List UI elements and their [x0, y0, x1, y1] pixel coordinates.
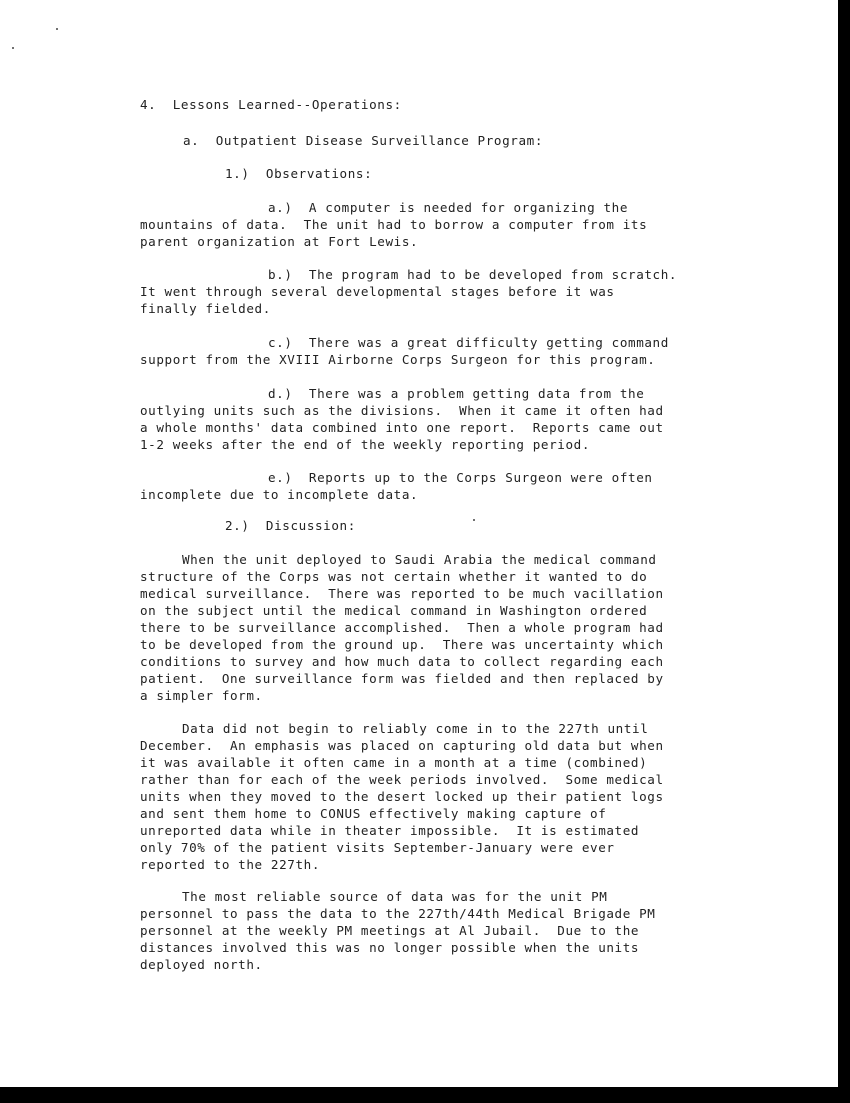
discussion-paragraph-line: Data did not begin to reliably come in to the 227th until: [182, 721, 649, 736]
observation-item-a-line: mountains of data. The unit had to borrow a computer from its: [140, 217, 648, 232]
scan-speck: [56, 28, 58, 30]
subsection-heading: a. Outpatient Disease Surveillance Program:: [183, 133, 544, 148]
discussion-paragraph-line: unreported data while in theater impossible. It is estimated: [140, 823, 640, 838]
discussion-paragraph-line: there to be surveillance accomplished. Then a whole program had: [140, 620, 664, 635]
observation-item-c-line: support from the XVIII Airborne Corps Surgeon for this program.: [140, 352, 656, 367]
discussion-paragraph-line: rather than for each of the week periods involved. Some medical: [140, 772, 664, 787]
scan-speck: [12, 47, 14, 49]
observation-item-b-line: finally fielded.: [140, 301, 271, 316]
observation-item-b: b.) The program had to be developed from scratch.: [268, 267, 678, 282]
discussion-paragraph-line: only 70% of the patient visits September-January were ever: [140, 840, 615, 855]
discussion-paragraph-line: deployed north.: [140, 957, 263, 972]
discussion-paragraph-line: it was available it often came in a month at a time (combined): [140, 755, 648, 770]
discussion-paragraph-line: on the subject until the medical command in Washington ordered: [140, 603, 648, 618]
discussion-paragraph-line: reported to the 227th.: [140, 857, 321, 872]
observation-item-a-line: parent organization at Fort Lewis.: [140, 234, 419, 249]
discussion-paragraph-line: personnel to pass the data to the 227th/44th Medical Brigade PM: [140, 906, 656, 921]
observation-item-d-line: outlying units such as the divisions. When it came it often had: [140, 403, 664, 418]
discussion-paragraph-line: December. An emphasis was placed on capturing old data but when: [140, 738, 664, 753]
discussion-paragraph-line: a simpler form.: [140, 688, 263, 703]
discussion-paragraph-line: medical surveillance. There was reported to be much vacillation: [140, 586, 664, 601]
discussion-paragraph-line: and sent them home to CONUS effectively making capture of: [140, 806, 607, 821]
discussion-paragraph-line: When the unit deployed to Saudi Arabia the medical command: [182, 552, 657, 567]
discussion-paragraph-line: to be developed from the ground up. There was uncertainty which: [140, 637, 664, 652]
observation-item-b-line: It went through several developmental stages before it was: [140, 284, 615, 299]
observation-item-a: a.) A computer is needed for organizing the: [268, 200, 629, 215]
discussion-paragraph-line: patient. One surveillance form was fielded and then replaced by: [140, 671, 664, 686]
discussion-paragraph-line: structure of the Corps was not certain whether it wanted to do: [140, 569, 648, 584]
scan-border-bottom: [0, 1087, 850, 1103]
discussion-paragraph-line: The most reliable source of data was for the unit PM: [182, 889, 608, 904]
discussion-paragraph-line: conditions to survey and how much data to collect regarding each: [140, 654, 664, 669]
observations-label: 1.) Observations:: [225, 166, 373, 181]
section-heading: 4. Lessons Learned--Operations:: [140, 97, 402, 112]
observation-item-e: e.) Reports up to the Corps Surgeon were often: [268, 470, 653, 485]
observation-item-e-line: incomplete due to incomplete data.: [140, 487, 419, 502]
discussion-paragraph-line: personnel at the weekly PM meetings at Al Jubail. Due to the: [140, 923, 640, 938]
observation-item-d: d.) There was a problem getting data from the: [268, 386, 645, 401]
discussion-paragraph-line: distances involved this was no longer possible when the units: [140, 940, 640, 955]
observation-item-d-line: a whole months' data combined into one report. Reports came out: [140, 420, 664, 435]
observation-item-c: c.) There was a great difficulty getting command: [268, 335, 669, 350]
observation-item-d-line: 1-2 weeks after the end of the weekly reporting period.: [140, 437, 591, 452]
discussion-paragraph-line: units when they moved to the desert locked up their patient logs: [140, 789, 664, 804]
discussion-label: 2.) Discussion:: [225, 518, 356, 533]
scan-speck: [473, 519, 475, 521]
scan-border-right: [838, 0, 850, 1103]
